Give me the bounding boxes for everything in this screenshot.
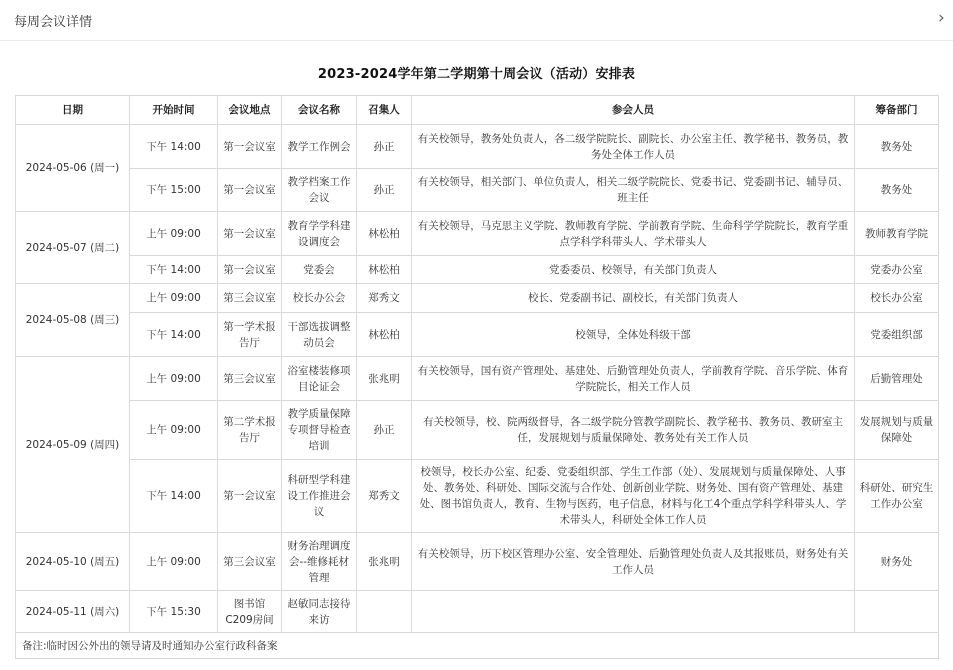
table-row xyxy=(16,591,939,633)
department-cell: 发展规划与质量保障处 xyxy=(855,401,939,460)
department-cell: 科研处、研究生工作办公室 xyxy=(855,460,939,533)
column-header-department: 筹备部门 xyxy=(855,96,939,125)
column-header-location: 会议地点 xyxy=(218,96,282,125)
location-cell: 第一会议室 xyxy=(218,212,282,256)
department-cell: 后勤管理处 xyxy=(855,357,939,401)
meeting-name-cell: 校长办公会 xyxy=(282,284,357,313)
attendees-cell: 党委委员、校领导，有关部门负责人 xyxy=(412,256,855,284)
location-cell: 图书馆C209房间 xyxy=(218,591,282,633)
column-header-date: 日期 xyxy=(16,96,130,125)
convener-cell xyxy=(357,591,412,633)
convener-cell: 张兆明 xyxy=(357,357,412,401)
department-cell: 教师教育学院 xyxy=(855,212,939,256)
date-cell: 2024-05-11 (周六) xyxy=(16,591,130,633)
location-cell: 第一会议室 xyxy=(218,125,282,169)
close-icon[interactable]: › xyxy=(938,8,945,28)
time-cell: 下午 14:00 xyxy=(130,125,218,169)
table-row xyxy=(16,533,939,591)
table-row xyxy=(16,313,939,357)
time-cell: 下午 14:00 xyxy=(130,460,218,533)
location-cell: 第三会议室 xyxy=(218,284,282,313)
table-header-row xyxy=(16,96,939,125)
convener-cell: 郑秀文 xyxy=(357,460,412,533)
note-row xyxy=(16,633,939,659)
meeting-name-cell: 干部选拔调整动员会 xyxy=(282,313,357,357)
convener-cell: 孙正 xyxy=(357,169,412,212)
column-header-meeting-name: 会议名称 xyxy=(282,96,357,125)
meeting-schedule-table xyxy=(15,95,939,659)
convener-cell: 林松柏 xyxy=(357,256,412,284)
table-row xyxy=(16,256,939,284)
meeting-name-cell: 教学档案工作会议 xyxy=(282,169,357,212)
table-row xyxy=(16,357,939,401)
location-cell: 第三会议室 xyxy=(218,533,282,591)
attendees-cell: 校领导，全体处科级干部 xyxy=(412,313,855,357)
column-header-attendees: 参会人员 xyxy=(412,96,855,125)
meeting-name-cell: 赵敏同志接待来访 xyxy=(282,591,357,633)
meeting-name-cell: 科研型学科建设工作推进会议 xyxy=(282,460,357,533)
meeting-name-cell: 教育学学科建设调度会 xyxy=(282,212,357,256)
table-row xyxy=(16,401,939,460)
time-cell: 上午 09:00 xyxy=(130,284,218,313)
convener-cell: 林松柏 xyxy=(357,313,412,357)
location-cell: 第三会议室 xyxy=(218,357,282,401)
note-text: 备注:临时因公外出的领导请及时通知办公室行政科备案 xyxy=(16,633,939,659)
department-cell: 校长办公室 xyxy=(855,284,939,313)
column-header-start-time: 开始时间 xyxy=(130,96,218,125)
table-row xyxy=(16,460,939,533)
meeting-name-cell: 党委会 xyxy=(282,256,357,284)
convener-cell: 林松柏 xyxy=(357,212,412,256)
dialog-header xyxy=(0,0,953,41)
time-cell: 下午 15:30 xyxy=(130,591,218,633)
attendees-cell: 校领导，校长办公室、纪委、党委组织部、学生工作部（处）、发展规划与质量保障处、人事处、教务处、科研处、国际交流与合作处、创新创业学院、财务处、国有资产管理处、基建处、图书馆负责人，教育、生物与医药，电子信息，材料与化工4个重点学科学科带头人、学术带头人，科研处全体工作人员 xyxy=(412,460,855,533)
department-cell: 党委组织部 xyxy=(855,313,939,357)
table-row xyxy=(16,125,939,169)
time-cell: 下午 14:00 xyxy=(130,256,218,284)
time-cell: 上午 09:00 xyxy=(130,533,218,591)
location-cell: 第一会议室 xyxy=(218,460,282,533)
date-cell: 2024-05-08 (周三) xyxy=(16,284,130,357)
attendees-cell: 有关校领导，相关部门、单位负责人，相关二级学院院长、党委书记、党委副书记、辅导员、班主任 xyxy=(412,169,855,212)
date-cell: 2024-05-06 (周一) xyxy=(16,125,130,212)
location-cell: 第一会议室 xyxy=(218,256,282,284)
convener-cell: 郑秀文 xyxy=(357,284,412,313)
department-cell: 教务处 xyxy=(855,125,939,169)
time-cell: 上午 09:00 xyxy=(130,357,218,401)
column-header-convener: 召集人 xyxy=(357,96,412,125)
date-cell: 2024-05-07 (周二) xyxy=(16,212,130,284)
attendees-cell: 有关校领导，马克思主义学院、教师教育学院、学前教育学院、生命科学学院院长，教育学重点学科学科带头人、学术带头人 xyxy=(412,212,855,256)
attendees-cell: 有关校领导，校、院两级督导，各二级学院分管教学副院长、教学秘书、教务员、教研室主任，发展规划与质量保障处、教务处有关工作人员 xyxy=(412,401,855,460)
attendees-cell: 有关校领导，国有资产管理处、基建处、后勤管理处负责人，学前教育学院、音乐学院、体育学院院长，相关工作人员 xyxy=(412,357,855,401)
time-cell: 下午 14:00 xyxy=(130,313,218,357)
department-cell: 教务处 xyxy=(855,169,939,212)
department-cell: 财务处 xyxy=(855,533,939,591)
department-cell: 党委办公室 xyxy=(855,256,939,284)
attendees-cell: 校长、党委副书记、副校长，有关部门负责人 xyxy=(412,284,855,313)
meeting-name-cell: 财务治理调度会--维修耗材管理 xyxy=(282,533,357,591)
table-row xyxy=(16,169,939,212)
time-cell: 下午 15:00 xyxy=(130,169,218,212)
meeting-name-cell: 浴室楼装修项目论证会 xyxy=(282,357,357,401)
table-row xyxy=(16,284,939,313)
attendees-cell xyxy=(412,591,855,633)
convener-cell: 孙正 xyxy=(357,125,412,169)
location-cell: 第一学术报告厅 xyxy=(218,313,282,357)
date-cell: 2024-05-10 (周五) xyxy=(16,533,130,591)
convener-cell: 张兆明 xyxy=(357,533,412,591)
attendees-cell: 有关校领导，教务处负责人，各二级学院院长、副院长、办公室主任、教学秘书、教务员，教务处全体工作人员 xyxy=(412,125,855,169)
table-row xyxy=(16,212,939,256)
location-cell: 第一会议室 xyxy=(218,169,282,212)
convener-cell: 孙正 xyxy=(357,401,412,460)
department-cell xyxy=(855,591,939,633)
date-cell: 2024-05-09 (周四) xyxy=(16,357,130,533)
location-cell: 第二学术报告厅 xyxy=(218,401,282,460)
dialog-title: 每周会议详情 xyxy=(14,15,93,30)
meeting-name-cell: 教学工作例会 xyxy=(282,125,357,169)
schedule-title: 2023-2024学年第二学期第十周会议（活动）安排表 xyxy=(317,67,636,82)
meeting-name-cell: 教学质量保障专项督导检查培训 xyxy=(282,401,357,460)
attendees-cell: 有关校领导，历下校区管理办公室、安全管理处、后勤管理处负责人及其报账员，财务处有关工作人员 xyxy=(412,533,855,591)
time-cell: 上午 09:00 xyxy=(130,212,218,256)
time-cell: 上午 09:00 xyxy=(130,401,218,460)
